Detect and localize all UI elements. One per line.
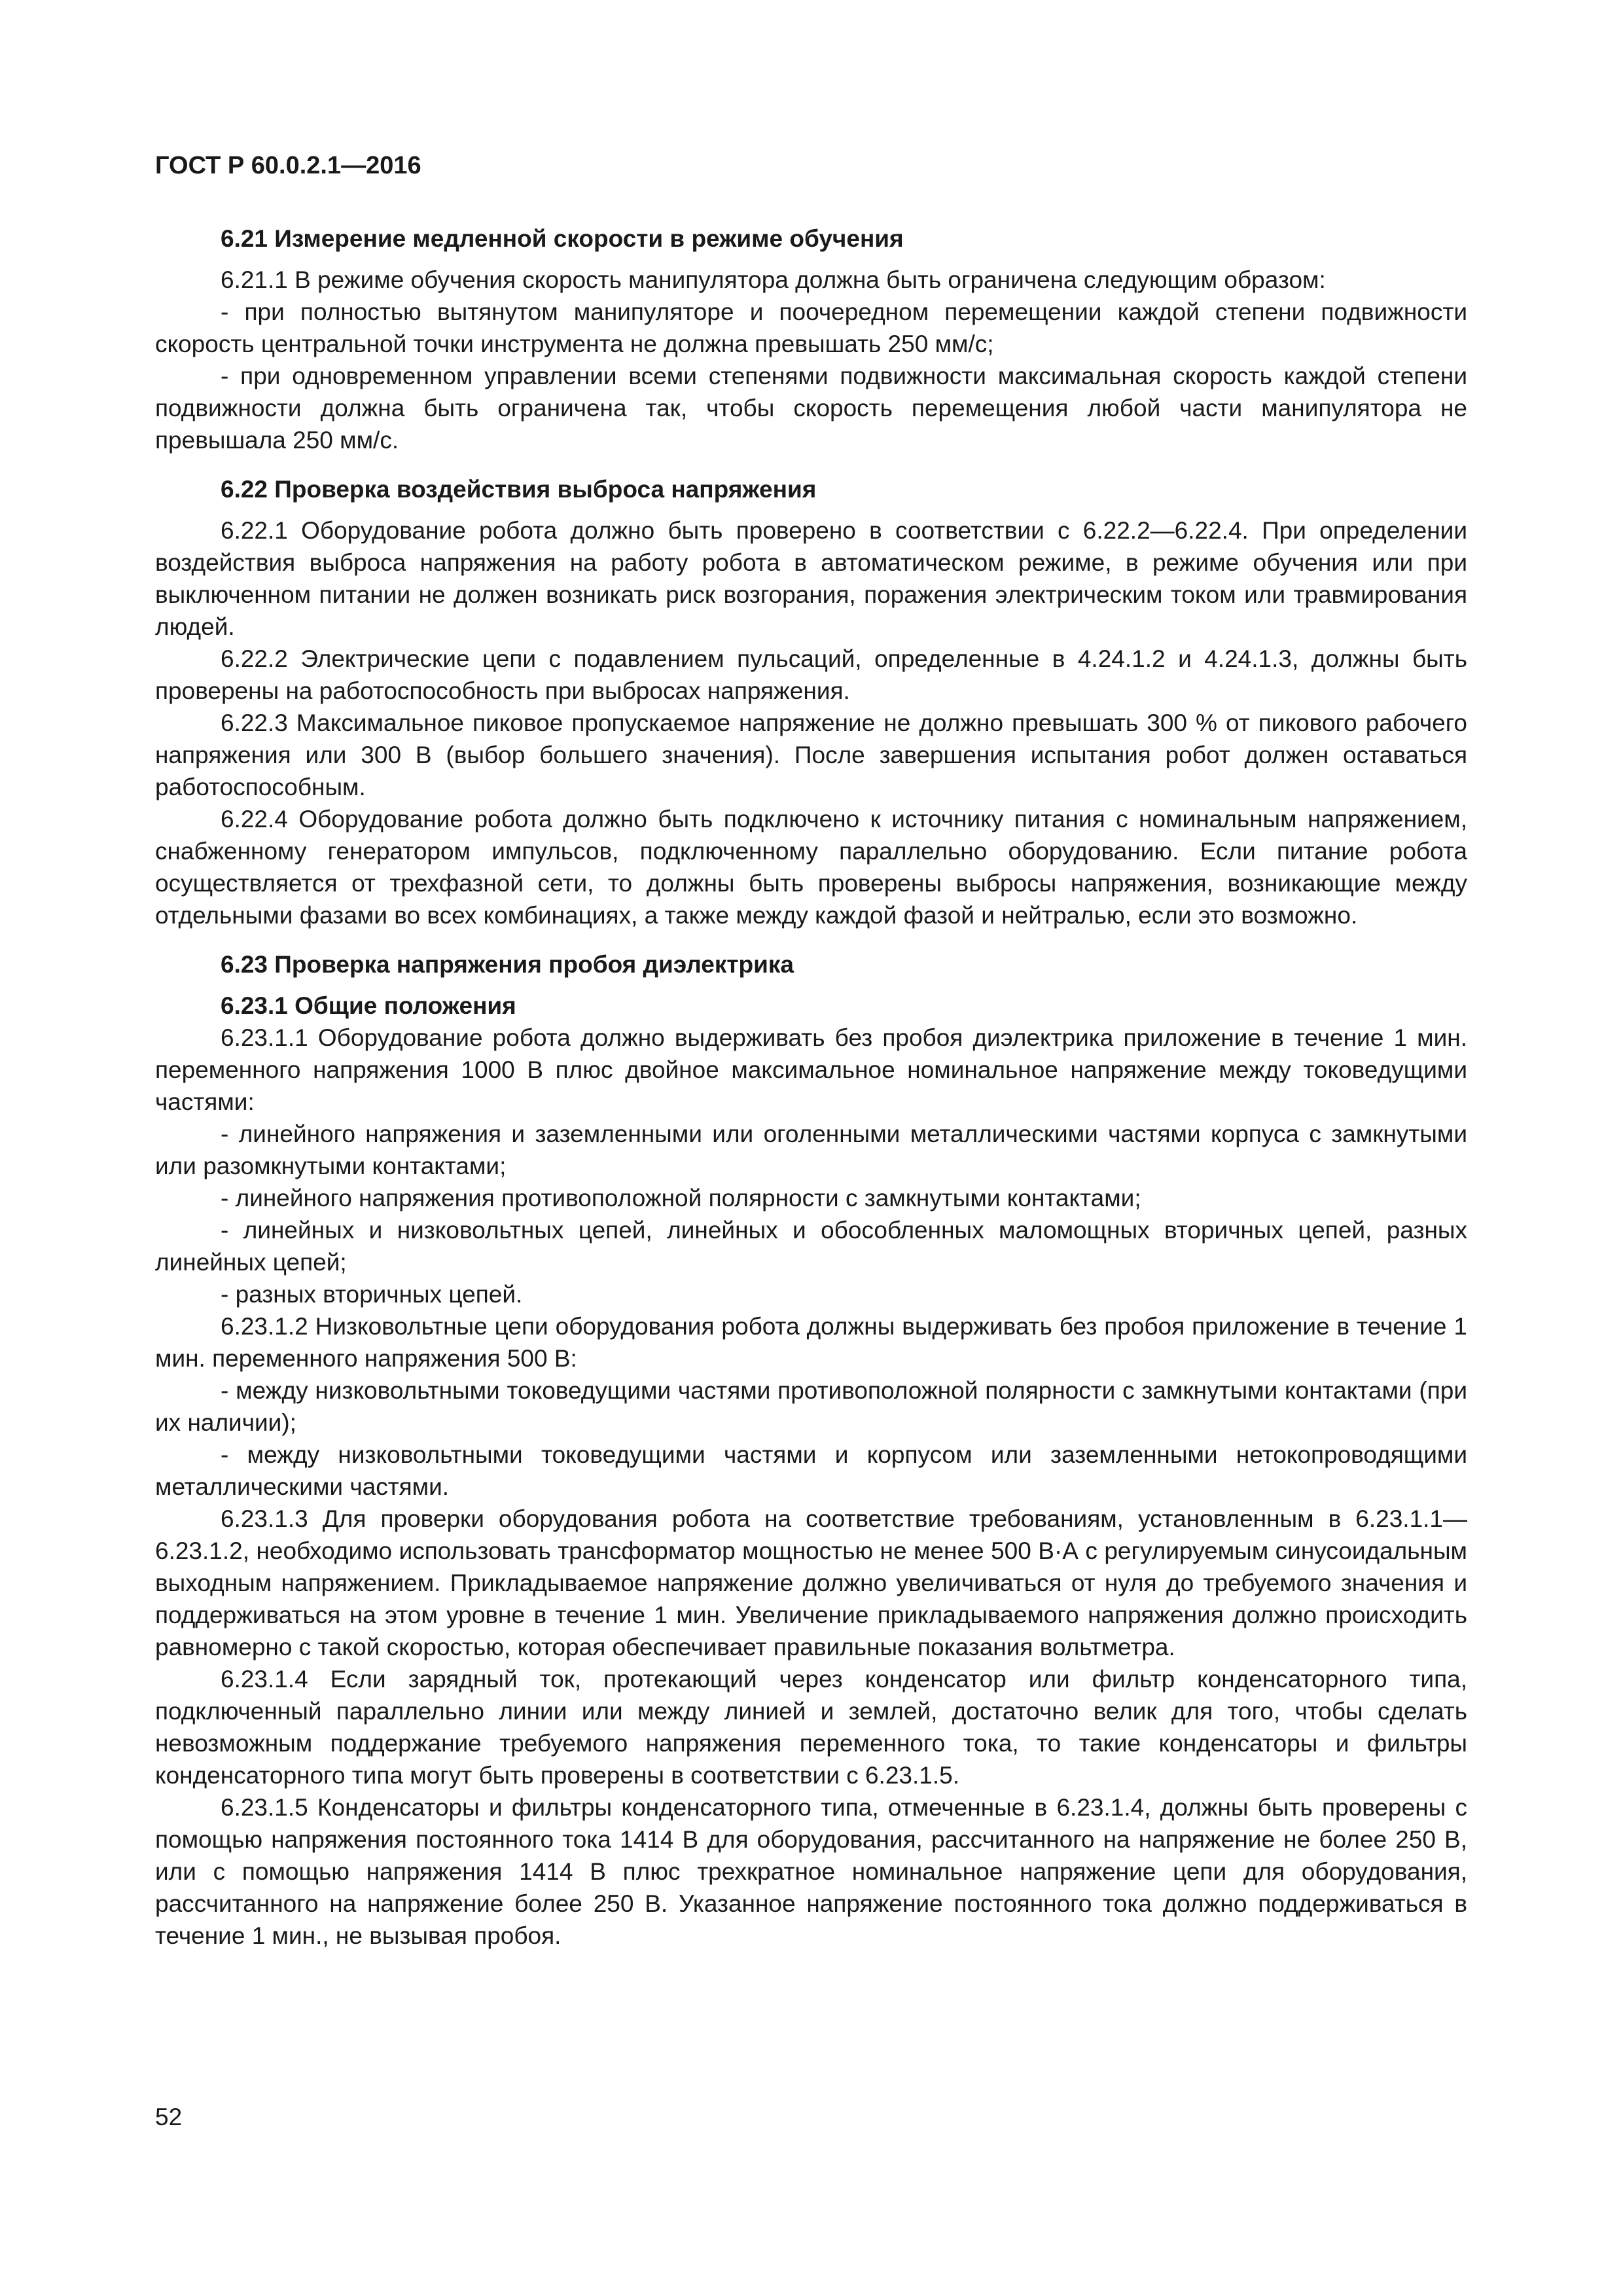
paragraph: 6.23.1.3 Для проверки оборудования робота на соответствие требованиям, установленным в 6.23.1.1—6.23.1.2, необходимо использовать трансформатор мощностью не менее 500 В·А с регулируемым синусоидальным выходным напряжением. Прикладываемое напряжение должно увеличиваться от нуля до требуемого значения и поддерживаться на этом уровне в течение 1 мин. Увеличение прикладываемого напряжения должно происходить равномерно с такой скоростью, которая обеспечивает правильные показания вольтметра. bbox=[155, 1505, 1467, 1660]
list-item: - между низковольтными токоведущими частями и корпусом или заземленными нетокопроводящими металлическими частями. bbox=[155, 1441, 1467, 1500]
paragraph: 6.22.4 Оборудование робота должно быть подключено к источнику питания с номинальным напряжением, снабженному генератором импульсов, подключенному параллельно оборудованию. Если питание робота осуществляется от трехфазной сети, то должны быть проверены выбросы напряжения, возникающие между отдельными фазами во всех комбинациях, а также между каждой фазой и нейтралью, если это возможно. bbox=[155, 806, 1467, 929]
paragraph: 6.23.1.2 Низковольтные цепи оборудования робота должны выдерживать без пробоя приложение в течение 1 мин. переменного напряжения 500 В: bbox=[155, 1313, 1467, 1372]
section-heading: 6.21 Измерение медленной скорости в режиме обучения bbox=[221, 225, 904, 252]
paragraph: 6.22.1 Оборудование робота должно быть проверено в соответствии с 6.22.2—6.22.4. При определении воздействия выброса напряжения на работу робота в автоматическом режиме, в режиме обучения или при выключенном питании не должен возникать риск возгорания, поражения электрическим током или травмирования людей. bbox=[155, 517, 1467, 640]
list-item: - разных вторичных цепей. bbox=[221, 1281, 523, 1308]
list-item: - линейных и низковольтных цепей, линейных и обособленных маломощных вторичных цепей, разных линейных цепей; bbox=[155, 1217, 1467, 1276]
list-item: - между низковольтными токоведущими частями противоположной полярности с замкнутыми контактами (при их наличии); bbox=[155, 1377, 1467, 1436]
section-heading: 6.22 Проверка воздействия выброса напряжения bbox=[221, 476, 817, 503]
list-item: - линейного напряжения противоположной полярности с замкнутыми контактами; bbox=[221, 1185, 1141, 1211]
paragraph: 6.21.1 В режиме обучения скорость манипулятора должна быть ограничена следующим образом: bbox=[221, 266, 1326, 293]
document-body bbox=[155, 223, 1467, 1952]
list-item: - линейного напряжения и заземленными или оголенными металлическими частями корпуса с замкнутыми или разомкнутыми контактами; bbox=[155, 1121, 1467, 1179]
paragraph: 6.23.1.5 Конденсаторы и фильтры конденсаторного типа, отмеченные в 6.23.1.4, должны быть проверены с помощью напряжения постоянного тока 1414 В для оборудования, рассчитанного на напряжение не более 250 В, или с помощью напряжения 1414 В плюс трехкратное номинальное напряжение цепи для оборудования, рассчитанного на напряжение более 250 В. Указанное напряжение постоянного тока должно поддерживаться в течение 1 мин., не вызывая пробоя. bbox=[155, 1794, 1467, 1949]
standard-id: ГОСТ Р 60.0.2.1—2016 bbox=[155, 152, 421, 179]
list-item: - при одновременном управлении всеми степенями подвижности максимальная скорость каждой степени подвижности должна быть ограничена так, чтобы скорость перемещения любой части манипулятора не превышала 250 мм/с. bbox=[155, 363, 1467, 454]
paragraph: 6.23.1.1 Оборудование робота должно выдерживать без пробоя диэлектрика приложение в течение 1 мин. переменного напряжения 1000 В плюс двойное максимальное номинальное напряжение между токоведущими частями: bbox=[155, 1024, 1467, 1115]
paragraph: 6.23.1.4 Если зарядный ток, протекающий через конденсатор или фильтр конденсаторного типа, подключенный параллельно линии или между линией и землей, достаточно велик для того, чтобы сделать невозможным поддержание требуемого напряжения переменного тока, то такие конденсаторы и фильтры конденсаторного типа могут быть проверены в соответствии с 6.23.1.5. bbox=[155, 1666, 1467, 1789]
page-number: 52 bbox=[155, 2104, 183, 2130]
paragraph: 6.22.3 Максимальное пиковое пропускаемое напряжение не должно превышать 300 % от пикового рабочего напряжения или 300 В (выбор большего значения). После завершения испытания робот должен оставаться работоспособным. bbox=[155, 709, 1467, 800]
paragraph: 6.22.2 Электрические цепи с подавлением пульсаций, определенные в 4.24.1.2 и 4.24.1.3, должны быть проверены на работоспособность при выбросах напряжения. bbox=[155, 645, 1467, 704]
list-item: - при полностью вытянутом манипуляторе и поочередном перемещении каждой степени подвижности скорость центральной точки инструмента не должна превышать 250 мм/с; bbox=[155, 298, 1467, 357]
section-heading: 6.23 Проверка напряжения пробоя диэлектрика bbox=[221, 951, 794, 978]
subsection-heading: 6.23.1 Общие положения bbox=[221, 992, 516, 1019]
